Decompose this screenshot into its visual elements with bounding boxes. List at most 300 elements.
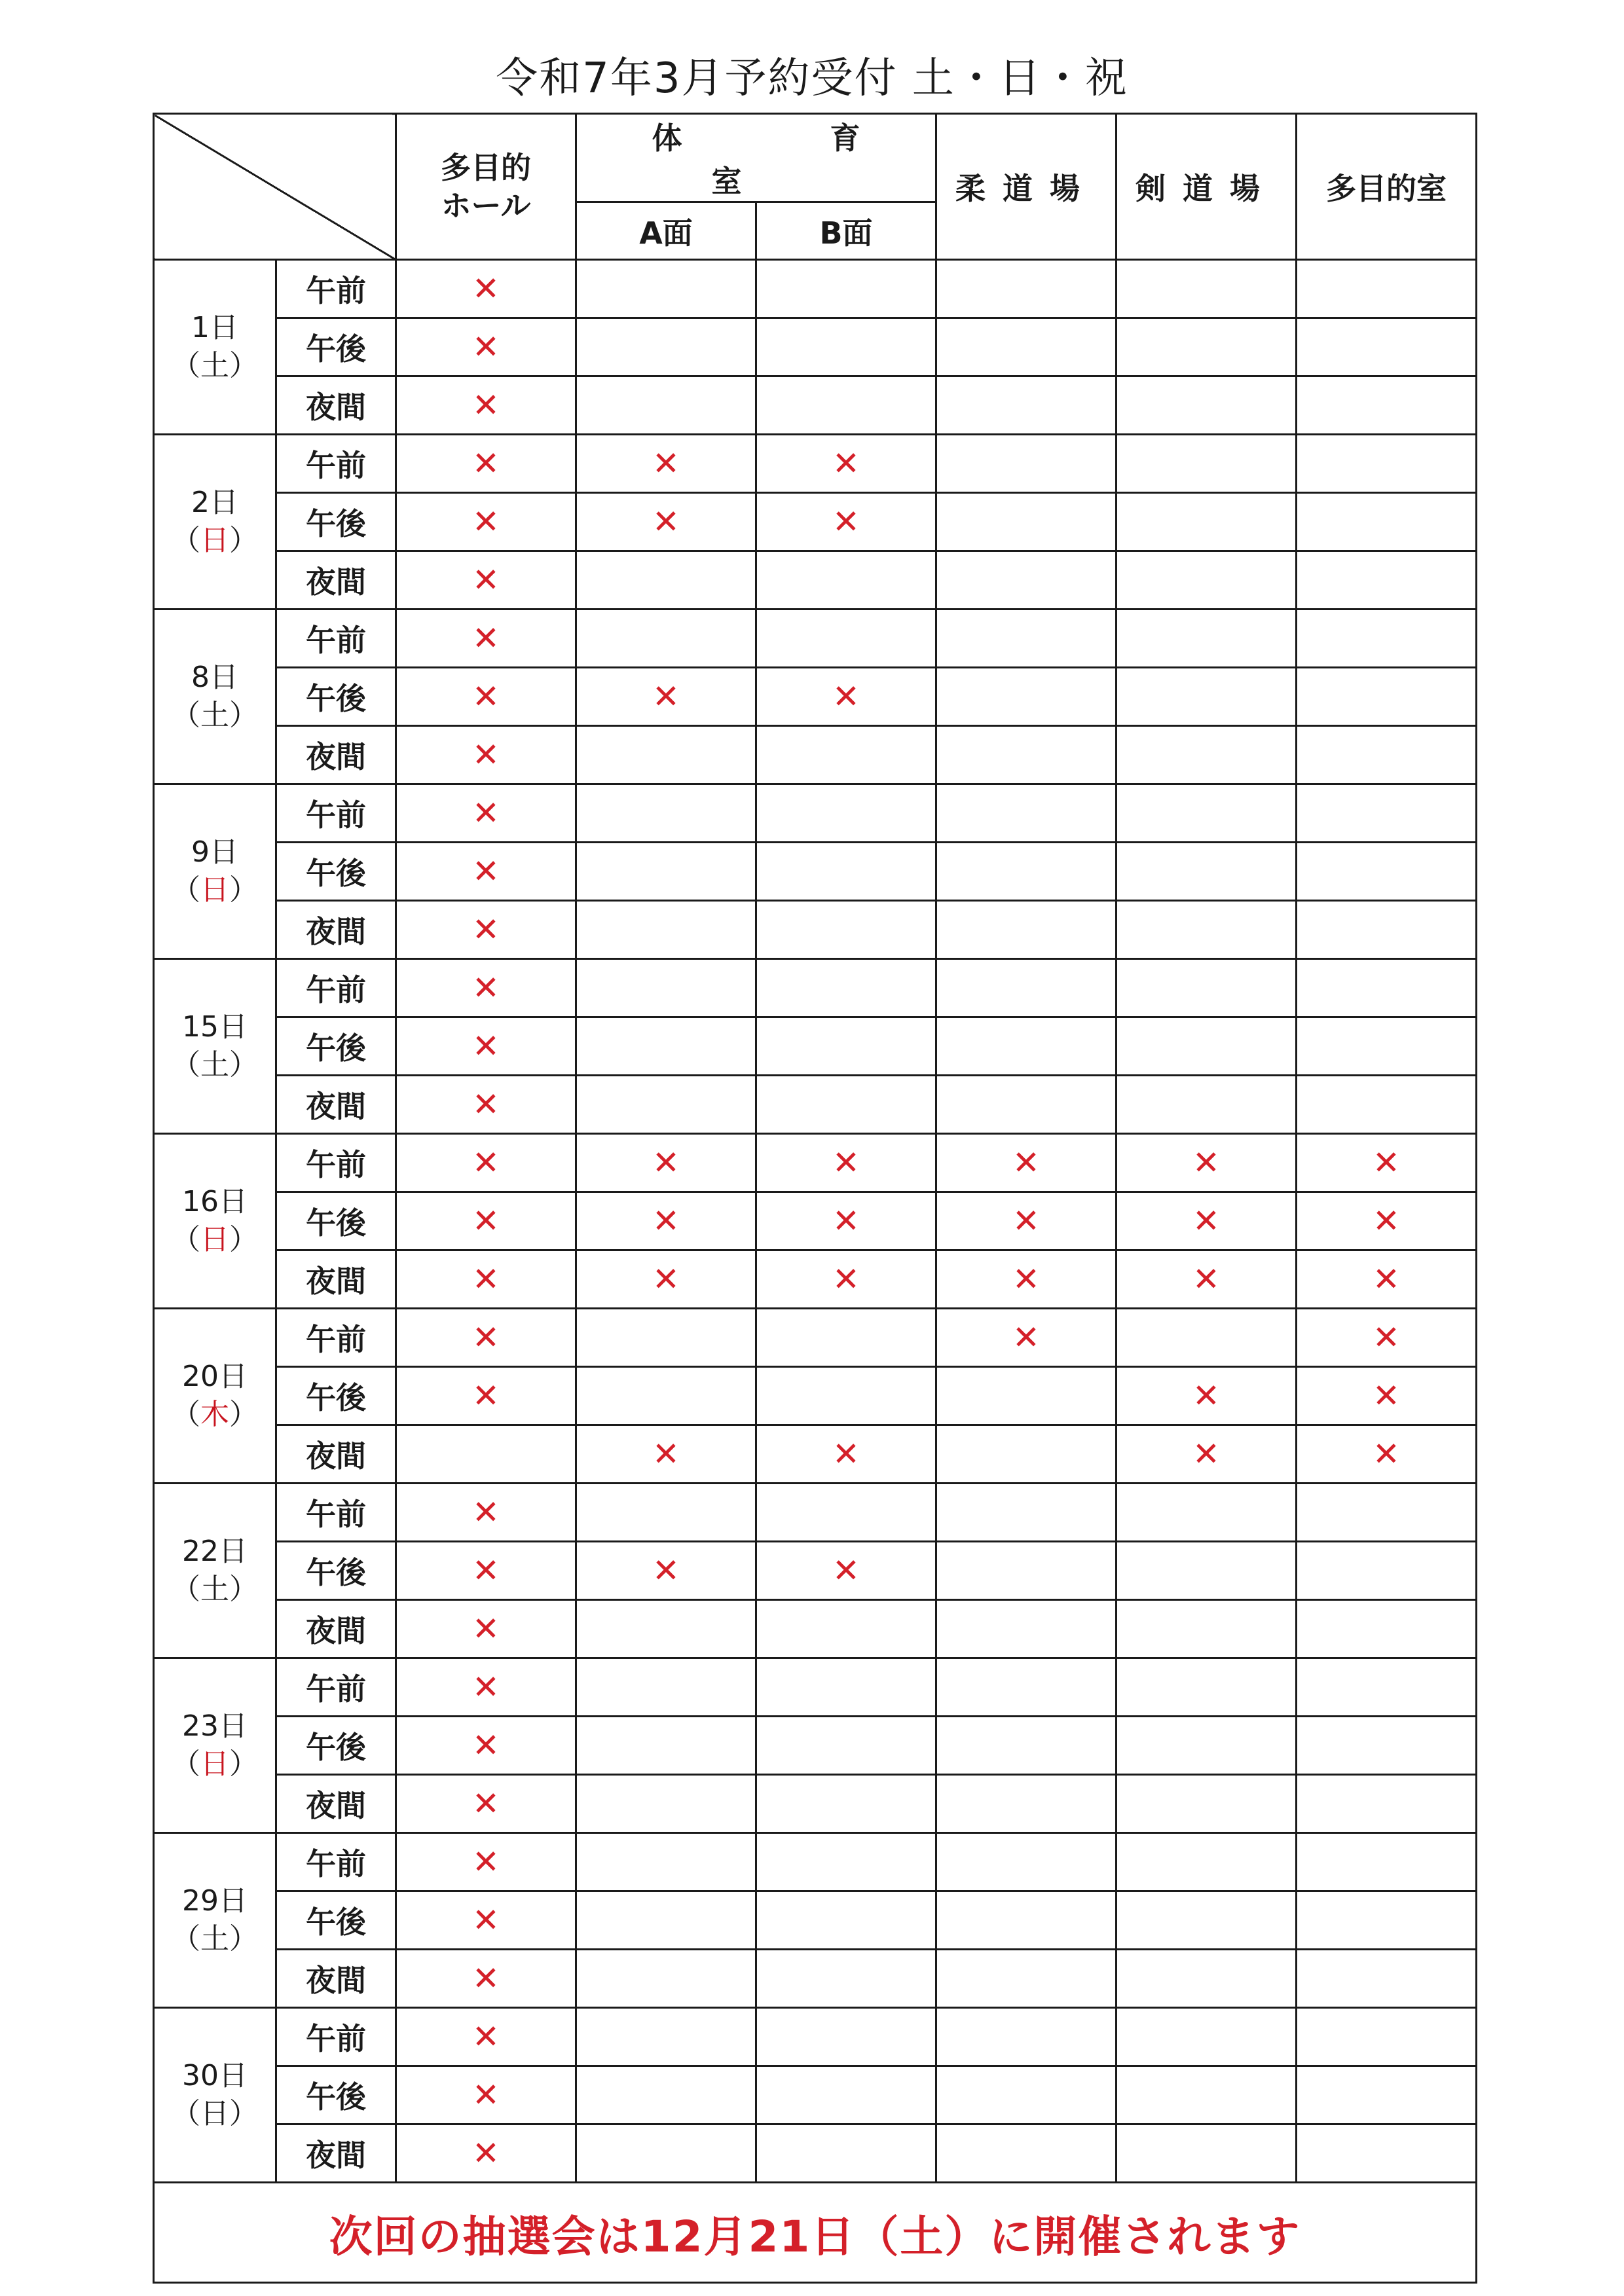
cell-gym_a xyxy=(576,610,756,668)
cell-gym_b xyxy=(756,493,936,551)
weekday-label xyxy=(155,1221,275,1259)
cell-kendo xyxy=(1116,1425,1297,1484)
cell-gym_a xyxy=(576,1658,756,1717)
cell-kendo xyxy=(1116,1192,1297,1250)
date-label: 29日 xyxy=(182,1884,248,1918)
table-row xyxy=(154,318,1477,376)
cell-kendo xyxy=(1116,2066,1297,2124)
booked-mark-icon: ✕ xyxy=(832,1260,860,1298)
cell-hall xyxy=(396,2124,576,2183)
table-row xyxy=(154,843,1477,901)
table-row xyxy=(154,1891,1477,1950)
booked-mark-icon: ✕ xyxy=(1192,1377,1220,1415)
booked-mark-icon: ✕ xyxy=(1373,1377,1400,1415)
cell-judo xyxy=(936,318,1116,376)
time-slot-label: 午前 xyxy=(276,260,396,318)
time-slot-label: 夜間 xyxy=(276,726,396,784)
cell-room xyxy=(1297,2008,1477,2066)
cell-room xyxy=(1297,1134,1477,1192)
cell-gym_b xyxy=(756,1250,936,1309)
table-row xyxy=(154,959,1477,1017)
table-row xyxy=(154,2066,1477,2124)
cell-hall xyxy=(396,1192,576,1250)
cell-room xyxy=(1297,726,1477,784)
cell-room xyxy=(1297,435,1477,493)
cell-gym_a xyxy=(576,1891,756,1950)
booked-mark-icon: ✕ xyxy=(1192,1202,1220,1240)
time-slot-label: 夜間 xyxy=(276,2124,396,2183)
booked-mark-icon: ✕ xyxy=(832,1435,860,1473)
table-row xyxy=(154,260,1477,318)
booked-mark-icon: ✕ xyxy=(652,445,680,483)
cell-hall xyxy=(396,668,576,726)
cell-kendo xyxy=(1116,1775,1297,1833)
cell-room xyxy=(1297,1775,1477,1833)
weekday-char: 土 xyxy=(200,1573,229,1606)
booked-mark-icon: ✕ xyxy=(472,270,500,308)
cell-hall xyxy=(396,901,576,959)
cell-gym_b xyxy=(756,1367,936,1425)
booked-mark-icon: ✕ xyxy=(472,2018,500,2056)
cell-judo xyxy=(936,1658,1116,1717)
cell-hall xyxy=(396,1367,576,1425)
date-label: 23日 xyxy=(182,1709,248,1743)
date-cell xyxy=(154,1134,276,1309)
paren-close: ） xyxy=(229,1048,258,1082)
booked-mark-icon: ✕ xyxy=(1012,1202,1040,1240)
booked-mark-icon: ✕ xyxy=(652,503,680,541)
cell-kendo xyxy=(1116,1833,1297,1891)
cell-gym_b xyxy=(756,1192,936,1250)
header-hall-line2: ホール xyxy=(441,188,531,223)
cell-gym_b xyxy=(756,2066,936,2124)
cell-hall xyxy=(396,784,576,843)
paren-close: ） xyxy=(229,1223,258,1256)
weekday-char: 日 xyxy=(200,1747,229,1781)
cell-gym_a xyxy=(576,260,756,318)
cell-room xyxy=(1297,1192,1477,1250)
cell-gym_b xyxy=(756,318,936,376)
booked-mark-icon: ✕ xyxy=(472,1085,500,1123)
header-gym-a: A面 xyxy=(576,202,756,260)
cell-gym_b xyxy=(756,668,936,726)
weekday-label xyxy=(155,697,275,735)
paren-open: （ xyxy=(172,1398,200,1431)
cell-gym_b xyxy=(756,2008,936,2066)
time-slot-label: 夜間 xyxy=(276,1775,396,1833)
cell-judo xyxy=(936,435,1116,493)
booked-mark-icon: ✕ xyxy=(472,911,500,949)
cell-kendo xyxy=(1116,1134,1297,1192)
cell-gym_a xyxy=(576,1950,756,2008)
booked-mark-icon: ✕ xyxy=(472,503,500,541)
cell-room xyxy=(1297,1542,1477,1600)
booked-mark-icon: ✕ xyxy=(472,1144,500,1182)
cell-gym_b xyxy=(756,1484,936,1542)
booked-mark-icon: ✕ xyxy=(472,1785,500,1823)
cell-hall xyxy=(396,1950,576,2008)
cell-hall xyxy=(396,2066,576,2124)
table-row xyxy=(154,1833,1477,1891)
booked-mark-icon: ✕ xyxy=(1192,1144,1220,1182)
cell-judo xyxy=(936,260,1116,318)
cell-gym_b xyxy=(756,959,936,1017)
paren-open: （ xyxy=(172,524,200,557)
cell-gym_b xyxy=(756,1134,936,1192)
date-cell xyxy=(154,1484,276,1658)
booked-mark-icon: ✕ xyxy=(1373,1319,1400,1357)
cell-hall xyxy=(396,726,576,784)
paren-open: （ xyxy=(172,1048,200,1082)
header-gym-label: 体 育 室 xyxy=(652,120,1008,199)
cell-room xyxy=(1297,959,1477,1017)
booked-mark-icon: ✕ xyxy=(652,678,680,716)
booked-mark-icon: ✕ xyxy=(472,1843,500,1881)
time-slot-label: 午前 xyxy=(276,1833,396,1891)
cell-gym_b xyxy=(756,1891,936,1950)
booked-mark-icon: ✕ xyxy=(1012,1144,1040,1182)
cell-judo xyxy=(936,1017,1116,1076)
table-row xyxy=(154,1425,1477,1484)
time-slot-label: 夜間 xyxy=(276,901,396,959)
time-slot-label: 夜間 xyxy=(276,376,396,435)
paren-open: （ xyxy=(172,1223,200,1256)
cell-gym_b xyxy=(756,1542,936,1600)
booked-mark-icon: ✕ xyxy=(472,1260,500,1298)
table-row xyxy=(154,1600,1477,1658)
cell-room xyxy=(1297,1600,1477,1658)
table-row xyxy=(154,1192,1477,1250)
cell-room xyxy=(1297,551,1477,610)
cell-kendo xyxy=(1116,1717,1297,1775)
booked-mark-icon: ✕ xyxy=(1192,1435,1220,1473)
booked-mark-icon: ✕ xyxy=(472,2134,500,2172)
cell-kendo xyxy=(1116,784,1297,843)
cell-judo xyxy=(936,2008,1116,2066)
cell-kendo xyxy=(1116,1600,1297,1658)
cell-gym_b xyxy=(756,1017,936,1076)
weekday-char: 土 xyxy=(200,1048,229,1082)
time-slot-label: 午後 xyxy=(276,843,396,901)
cell-gym_a xyxy=(576,668,756,726)
cell-judo xyxy=(936,1367,1116,1425)
cell-gym_a xyxy=(576,1542,756,1600)
date-cell xyxy=(154,784,276,959)
cell-room xyxy=(1297,318,1477,376)
cell-gym_a xyxy=(576,1484,756,1542)
time-slot-label: 午前 xyxy=(276,1309,396,1367)
cell-hall xyxy=(396,1833,576,1891)
schedule-body xyxy=(154,260,1477,2183)
table-row xyxy=(154,901,1477,959)
cell-judo xyxy=(936,1484,1116,1542)
cell-gym_b xyxy=(756,2124,936,2183)
cell-kendo xyxy=(1116,493,1297,551)
weekday-label xyxy=(155,1745,275,1783)
table-row xyxy=(154,1775,1477,1833)
cell-room xyxy=(1297,1425,1477,1484)
booked-mark-icon: ✕ xyxy=(832,1144,860,1182)
booked-mark-icon: ✕ xyxy=(472,1959,500,1997)
reservation-table xyxy=(153,113,1477,2284)
cell-gym_a xyxy=(576,959,756,1017)
cell-judo xyxy=(936,1833,1116,1891)
cell-hall xyxy=(396,1076,576,1134)
cell-gym_b xyxy=(756,610,936,668)
cell-kendo xyxy=(1116,1542,1297,1600)
table-row xyxy=(154,610,1477,668)
paren-close: ） xyxy=(229,699,258,732)
weekday-label xyxy=(155,2095,275,2133)
cell-gym_b xyxy=(756,901,936,959)
paren-open: （ xyxy=(172,873,200,907)
booked-mark-icon: ✕ xyxy=(472,328,500,366)
date-label: 1日 xyxy=(191,311,238,344)
cell-kendo xyxy=(1116,1658,1297,1717)
weekday-char: 日 xyxy=(200,873,229,907)
cell-room xyxy=(1297,2066,1477,2124)
table-row xyxy=(154,1367,1477,1425)
cell-judo xyxy=(936,843,1116,901)
cell-gym_a xyxy=(576,1717,756,1775)
time-slot-label: 午前 xyxy=(276,1484,396,1542)
cell-hall xyxy=(396,376,576,435)
table-row xyxy=(154,435,1477,493)
header-hall xyxy=(396,114,576,260)
date-label: 15日 xyxy=(182,1010,248,1044)
booked-mark-icon: ✕ xyxy=(472,1027,500,1065)
cell-hall xyxy=(396,1717,576,1775)
time-slot-label: 午後 xyxy=(276,1367,396,1425)
cell-gym_b xyxy=(756,1950,936,2008)
cell-hall xyxy=(396,435,576,493)
cell-gym_a xyxy=(576,1017,756,1076)
cell-kendo xyxy=(1116,1017,1297,1076)
cell-gym_a xyxy=(576,784,756,843)
booked-mark-icon: ✕ xyxy=(1192,1260,1220,1298)
cell-kendo xyxy=(1116,610,1297,668)
cell-room xyxy=(1297,1891,1477,1950)
cell-gym_b xyxy=(756,1600,936,1658)
time-slot-label: 夜間 xyxy=(276,1600,396,1658)
table-row xyxy=(154,1309,1477,1367)
cell-gym_a xyxy=(576,2124,756,2183)
booked-mark-icon: ✕ xyxy=(472,794,500,832)
table-row xyxy=(154,1484,1477,1542)
weekday-char: 土 xyxy=(200,699,229,732)
cell-room xyxy=(1297,668,1477,726)
weekday-char: 木 xyxy=(200,1398,229,1431)
cell-kendo xyxy=(1116,318,1297,376)
booked-mark-icon: ✕ xyxy=(472,736,500,774)
booked-mark-icon: ✕ xyxy=(472,1202,500,1240)
booked-mark-icon: ✕ xyxy=(832,503,860,541)
time-slot-label: 午後 xyxy=(276,668,396,726)
time-slot-label: 午前 xyxy=(276,1134,396,1192)
cell-gym_a xyxy=(576,1775,756,1833)
booked-mark-icon: ✕ xyxy=(472,1377,500,1415)
header-kendo-label: 剣道場 xyxy=(1135,171,1277,206)
cell-gym_b xyxy=(756,1717,936,1775)
cell-judo xyxy=(936,2124,1116,2183)
cell-judo xyxy=(936,901,1116,959)
page-title: 令和7年3月予約受付 土・日・祝 xyxy=(496,54,1128,103)
time-slot-label: 午前 xyxy=(276,1658,396,1717)
cell-hall xyxy=(396,260,576,318)
booked-mark-icon: ✕ xyxy=(832,1552,860,1590)
cell-judo xyxy=(936,1134,1116,1192)
time-slot-label: 午前 xyxy=(276,959,396,1017)
booked-mark-icon: ✕ xyxy=(472,561,500,599)
cell-judo xyxy=(936,1950,1116,2008)
cell-hall xyxy=(396,1484,576,1542)
header-corner xyxy=(154,114,396,260)
cell-judo xyxy=(936,1309,1116,1367)
booked-mark-icon: ✕ xyxy=(472,445,500,483)
weekday-char: 土 xyxy=(200,349,229,382)
cell-gym_a xyxy=(576,1367,756,1425)
cell-room xyxy=(1297,784,1477,843)
cell-kendo xyxy=(1116,1891,1297,1950)
cell-gym_b xyxy=(756,435,936,493)
table-row xyxy=(154,1076,1477,1134)
table-row xyxy=(154,1017,1477,1076)
time-slot-label: 午後 xyxy=(276,318,396,376)
cell-room xyxy=(1297,2124,1477,2183)
booked-mark-icon: ✕ xyxy=(1373,1435,1400,1473)
cell-kendo xyxy=(1116,1950,1297,2008)
weekday-label xyxy=(155,1571,275,1609)
paren-close: ） xyxy=(229,2097,258,2130)
table-row xyxy=(154,376,1477,435)
cell-hall xyxy=(396,843,576,901)
date-label: 22日 xyxy=(182,1535,248,1568)
cell-gym_a xyxy=(576,1134,756,1192)
cell-hall xyxy=(396,1134,576,1192)
cell-gym_a xyxy=(576,1833,756,1891)
header-kendo xyxy=(1116,114,1297,260)
booked-mark-icon: ✕ xyxy=(472,2076,500,2114)
paren-close: ） xyxy=(229,1747,258,1781)
cell-room xyxy=(1297,1484,1477,1542)
cell-kendo xyxy=(1116,2124,1297,2183)
cell-judo xyxy=(936,784,1116,843)
cell-gym_b xyxy=(756,1775,936,1833)
date-label: 30日 xyxy=(182,2059,248,2092)
time-slot-label: 午後 xyxy=(276,1542,396,1600)
time-slot-label: 午前 xyxy=(276,784,396,843)
cell-judo xyxy=(936,668,1116,726)
time-slot-label: 午後 xyxy=(276,1017,396,1076)
cell-gym_a xyxy=(576,551,756,610)
cell-gym_a xyxy=(576,493,756,551)
cell-gym_a xyxy=(576,376,756,435)
header-judo-label: 柔道場 xyxy=(955,171,1097,206)
table-row xyxy=(154,726,1477,784)
cell-kendo xyxy=(1116,1309,1297,1367)
weekday-label xyxy=(155,871,275,909)
booked-mark-icon: ✕ xyxy=(472,969,500,1007)
paren-open: （ xyxy=(172,1747,200,1781)
booked-mark-icon: ✕ xyxy=(472,1726,500,1764)
cell-kendo xyxy=(1116,901,1297,959)
time-slot-label: 夜間 xyxy=(276,1076,396,1134)
date-label: 16日 xyxy=(182,1185,248,1218)
cell-judo xyxy=(936,551,1116,610)
cell-hall xyxy=(396,1425,576,1484)
cell-gym_a xyxy=(576,2008,756,2066)
header-room-label: 多目的室 xyxy=(1326,171,1447,206)
time-slot-label: 午前 xyxy=(276,2008,396,2066)
cell-gym_b xyxy=(756,376,936,435)
table-row xyxy=(154,2124,1477,2183)
time-slot-label: 午前 xyxy=(276,610,396,668)
booked-mark-icon: ✕ xyxy=(652,1260,680,1298)
date-label: 2日 xyxy=(191,486,238,519)
cell-gym_b xyxy=(756,726,936,784)
table-row xyxy=(154,1717,1477,1775)
cell-room xyxy=(1297,1658,1477,1717)
cell-hall xyxy=(396,2008,576,2066)
weekday-label xyxy=(155,1396,275,1434)
cell-hall xyxy=(396,1775,576,1833)
cell-gym_a xyxy=(576,1076,756,1134)
paren-close: ） xyxy=(229,873,258,907)
booked-mark-icon: ✕ xyxy=(472,619,500,657)
cell-room xyxy=(1297,260,1477,318)
date-cell xyxy=(154,1658,276,1833)
time-slot-label: 午前 xyxy=(276,435,396,493)
time-slot-label: 午後 xyxy=(276,1192,396,1250)
booked-mark-icon: ✕ xyxy=(472,1319,500,1357)
cell-hall xyxy=(396,1017,576,1076)
cell-gym_b xyxy=(756,784,936,843)
cell-gym_a xyxy=(576,1250,756,1309)
header-gym-b: B面 xyxy=(756,202,936,260)
booked-mark-icon: ✕ xyxy=(652,1144,680,1182)
cell-kendo xyxy=(1116,726,1297,784)
date-cell xyxy=(154,260,276,435)
cell-room xyxy=(1297,1309,1477,1367)
date-label: 20日 xyxy=(182,1360,248,1393)
cell-gym_b xyxy=(756,1309,936,1367)
cell-kendo xyxy=(1116,668,1297,726)
weekday-char: 日 xyxy=(200,1223,229,1256)
cell-gym_a xyxy=(576,1600,756,1658)
cell-judo xyxy=(936,2066,1116,2124)
weekday-char: 日 xyxy=(200,524,229,557)
cell-hall xyxy=(396,1891,576,1950)
cell-judo xyxy=(936,493,1116,551)
cell-hall xyxy=(396,1309,576,1367)
cell-kendo xyxy=(1116,435,1297,493)
cell-room xyxy=(1297,1717,1477,1775)
table-row xyxy=(154,1950,1477,2008)
date-cell xyxy=(154,1309,276,1484)
weekday-char: 日 xyxy=(200,2097,229,2130)
booked-mark-icon: ✕ xyxy=(1012,1319,1040,1357)
table-row xyxy=(154,668,1477,726)
paren-close: ） xyxy=(229,1922,258,1956)
paren-open: （ xyxy=(172,349,200,382)
cell-room xyxy=(1297,610,1477,668)
cell-judo xyxy=(936,726,1116,784)
time-slot-label: 夜間 xyxy=(276,1950,396,2008)
time-slot-label: 午後 xyxy=(276,1891,396,1950)
header-room xyxy=(1297,114,1477,260)
cell-hall xyxy=(396,1600,576,1658)
cell-judo xyxy=(936,959,1116,1017)
